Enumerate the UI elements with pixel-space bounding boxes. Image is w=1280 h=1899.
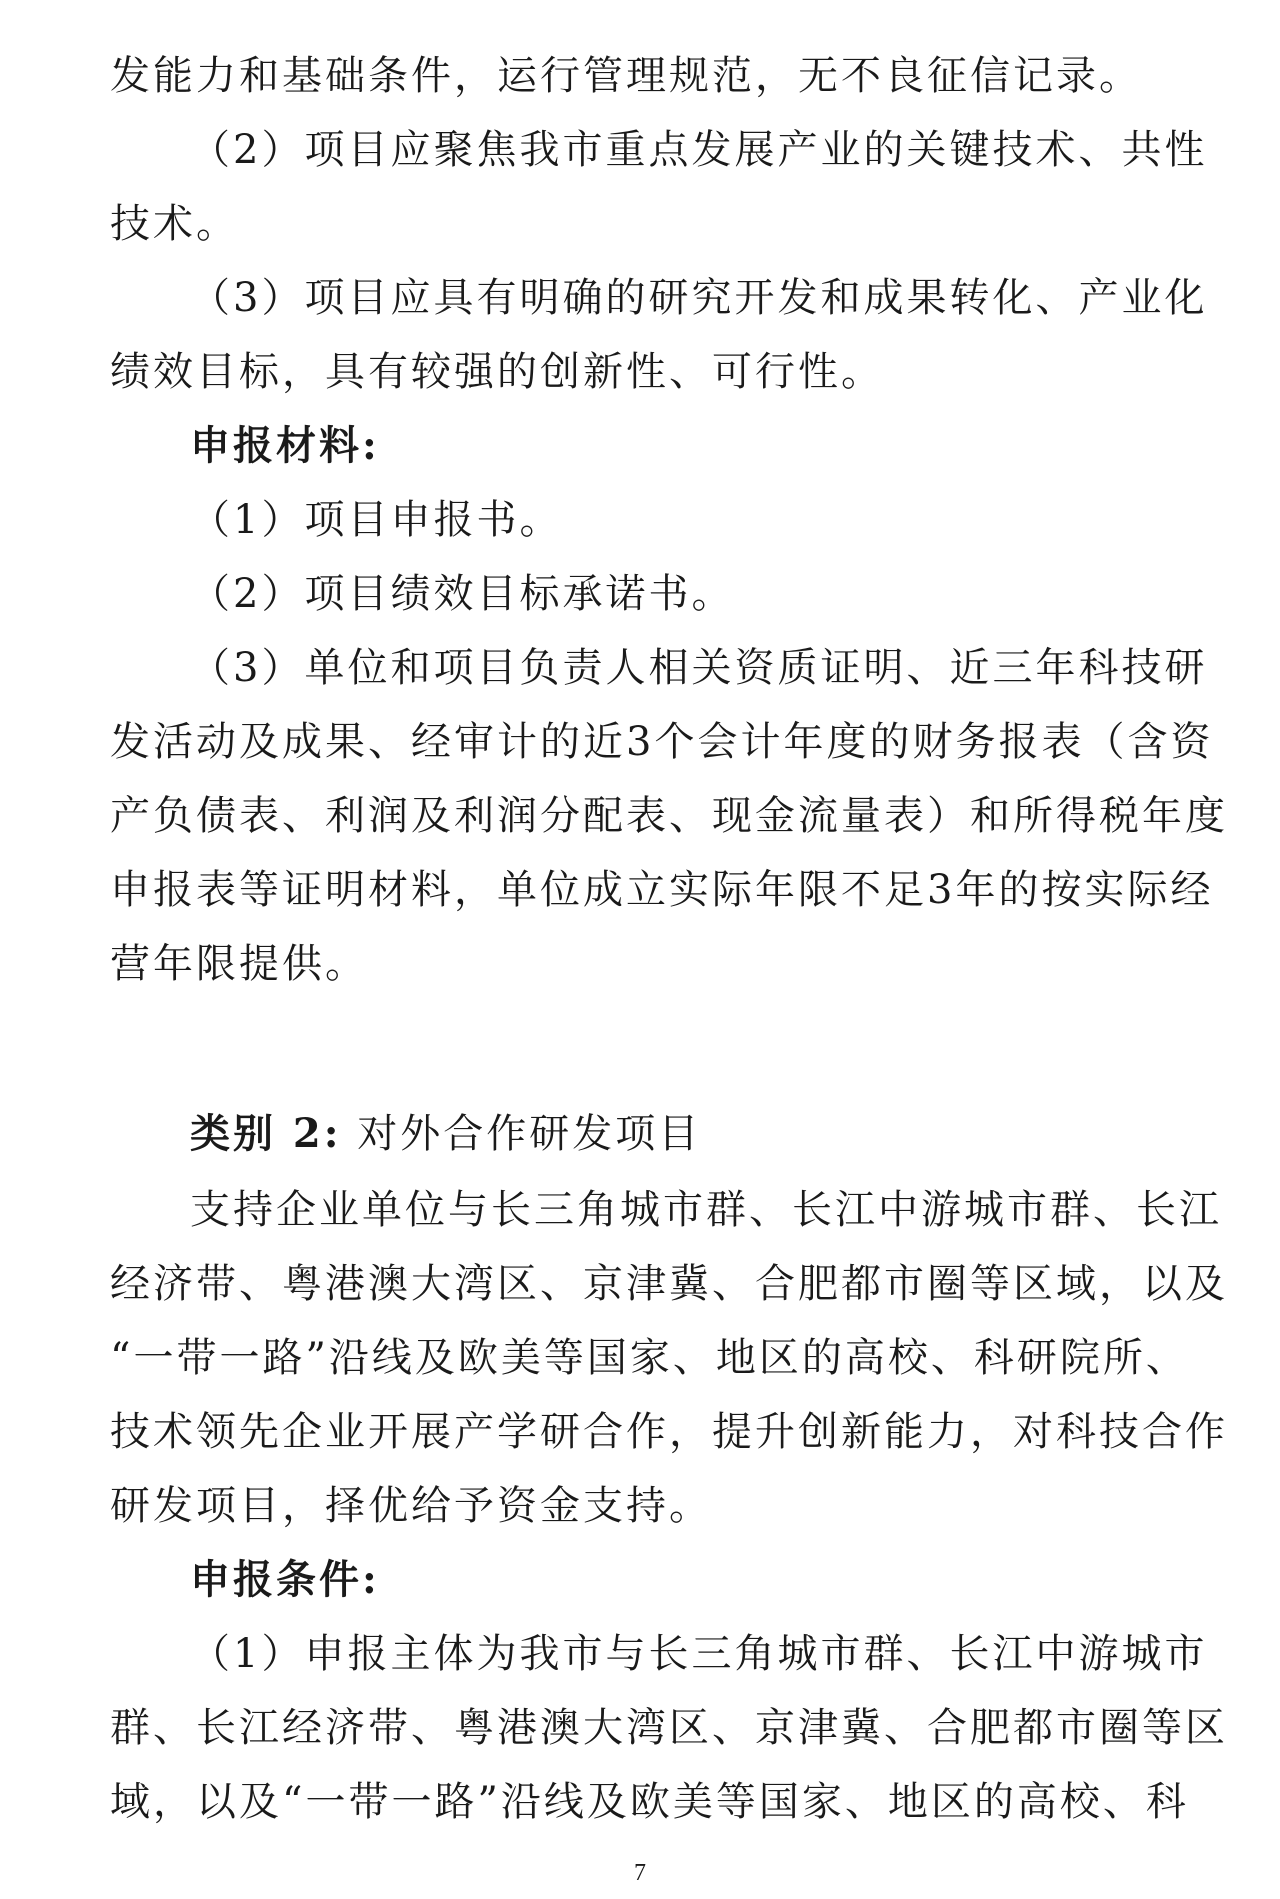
paragraph-line: （1）申报主体为我市与长三角城市群、长江中游城市 — [190, 1631, 1208, 1677]
paragraph-line: 域，以及“一带一路”沿线及欧美等国家、地区的高校、科 — [110, 1779, 1189, 1825]
paragraph-line: 经济带、粤港澳大湾区、京津冀、合肥都市圈等区域，以及 — [110, 1261, 1228, 1307]
category-title: 对外合作研发项目 — [357, 1111, 702, 1157]
paragraph-line: 申报表等证明材料，单位成立实际年限不足3年的按实际经 — [110, 867, 1214, 913]
paragraph-line: （3）单位和项目负责人相关资质证明、近三年科技研 — [190, 645, 1208, 691]
paragraph-line: （2）项目应聚焦我市重点发展产业的关键技术、共性 — [190, 127, 1208, 173]
paragraph-line: 技术领先企业开展产学研合作，提升创新能力，对科技合作 — [110, 1409, 1228, 1455]
list-item: （1）项目申报书。 — [190, 497, 563, 543]
section-heading-materials: 申报材料: — [190, 422, 380, 469]
paragraph-line: “一带一路”沿线及欧美等国家、地区的高校、科研院所、 — [110, 1335, 1189, 1381]
list-item: （2）项目绩效目标承诺书。 — [190, 571, 735, 617]
page-number: 7 — [634, 1860, 646, 1886]
paragraph-line: 绩效目标，具有较强的创新性、可行性。 — [110, 349, 884, 395]
paragraph-line: （3）项目应具有明确的研究开发和成果转化、产业化 — [190, 275, 1208, 321]
category-heading — [190, 1096, 1240, 1172]
paragraph-line: 研发项目，择优给予资金支持。 — [110, 1483, 712, 1529]
paragraph-line: 技术。 — [110, 201, 239, 247]
paragraph-line: 发能力和基础条件，运行管理规范，无不良征信记录。 — [110, 53, 1142, 99]
paragraph-line: 发活动及成果、经审计的近3个会计年度的财务报表（含资 — [110, 719, 1214, 765]
section-heading-conditions: 申报条件: — [190, 1556, 380, 1603]
paragraph-line: 支持企业单位与长三角城市群、长江中游城市群、长江 — [190, 1187, 1222, 1233]
category-label: 类别 2: — [190, 1110, 342, 1157]
paragraph-line: 营年限提供。 — [110, 941, 368, 987]
paragraph-line: 产负债表、利润及利润分配表、现金流量表）和所得税年度 — [110, 793, 1228, 839]
paragraph-line: 群、长江经济带、粤港澳大湾区、京津冀、合肥都市圈等区 — [110, 1705, 1228, 1751]
